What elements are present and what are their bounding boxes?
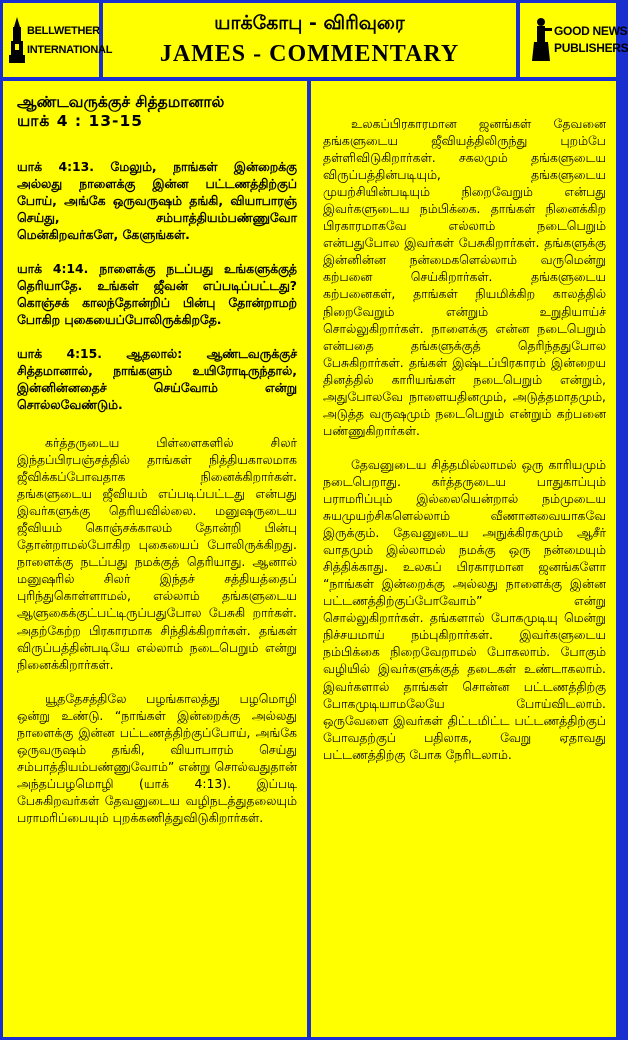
bell-tower-icon	[9, 17, 25, 63]
header	[3, 3, 628, 77]
logo-left-text	[27, 25, 112, 57]
section-reference: யாக் 4 : 13-15	[17, 112, 144, 130]
title-english: JAMES - COMMENTARY	[159, 41, 460, 67]
logo-left-line2: INTERNATIONAL	[27, 44, 113, 56]
title-box	[103, 3, 516, 77]
good-news-logo	[520, 3, 628, 77]
right-column	[311, 81, 616, 1037]
section-heading: ஆண்டவருக்குச் சித்தமானால்	[17, 93, 225, 111]
logo-left-line1: BELLWETHER	[27, 25, 100, 37]
logo-right-line2: PUBLISHERS	[554, 41, 628, 55]
trumpet-figure-icon	[530, 17, 552, 63]
page-frame	[3, 3, 628, 1037]
verse-4-14: யாக் 4:14. நாளைக்கு நடப்பது உங்களுக்குத் தெரியாதே. உங்கள் ஜீவன் எப்படிப்பட்டது? கொஞ்சக் காலந்தோன்றிப் பின்பு தோன்றாமற் போகிற புகையைப்போலிருக்கிறதே.	[17, 261, 297, 327]
logo-right-line1: GOOD NEWS	[554, 24, 628, 38]
left-column	[3, 81, 307, 1037]
verse-4-15: யாக் 4:15. ஆதலால்: ஆண்டவருக்குச் சித்தமானால், நாங்களும் உயிரோடிருந்தால், இன்னின்னதைச் செய்வோம் என்று சொல்லவேண்டும்.	[17, 346, 297, 412]
commentary-paragraph: தேவனுடைய சித்தமில்லாமல் ஒரு காரியமும் நடைபெறாது. கர்த்தருடைய பாதுகாப்பும் பராமரிப்பும் இல்லையென்றால் நம்முடைய சுயமுயற்சிகளெல்லாம் வீணானவையாகவே இருக்கும். தேவனுடைய அநுக்கிரகமும் ஆசீர் வாதமும் இல்லாமல் நமக்கு ஒரு நன்மையும் சித்திக்காது. உலகப் பிரகாரமான ஜனங்களோ “நாங்கள் இன்றைக்கு அல்லது நாளைக்கு இன்ன பட்டணத்திற்குப்போவோம்” என்று சொல்லுகிறார்கள். தங்களால் போகமுடியு மென்று நிச்சயமாய் நம்புகிறார்கள். இவர்களுடைய நம்பிக்கை நிறைவேறாமல் போகலாம். போகும் வழியில் இவர்களுக்குத் தடைகள் உண்டாகலாம். இவர்களால் தாங்கள் சொன்ன பட்டணத்திற்கு போகமுடியாமலேயே போய்விடலாம். ஒருவேளை இவர்கள் திட்டமிட்ட பட்டணத்திற்குப் போவதற்குப் பதிலாக, வேறு ஏதாவது பட்டணத்திற்கு போக நேரிடலாம்.	[323, 456, 606, 762]
title-tamil: யாக்கோபு - விரிவுரை	[214, 12, 405, 34]
commentary-paragraph: கர்த்தருடைய பிள்ளைகளில் சிலர் இந்தப்பிரபஞ்சத்தில் தாங்கள் நித்தியகாலமாக ஜீவிக்கப்போவதாக நினைக்கிறார்கள். தங்களுடைய ஜீவியம் எப்படிப்பட்டது என்பது இவர்களுக்கு தெரியவில்லை. மனுஷருடைய ஜீவியம் கொஞ்சக்காலம் தோன்றி பின்பு தோன்றாமல்போகிற புகையைப் போலிருக்கிறது. நாளைக்கு நடப்பது நமக்குத் தெரியாது. ஆனால் மனுஷரில் சிலர் இந்தச் சத்தியத்தைப் புரிந்துகொள்ளாமல், எல்லாம் தங்களுடைய ஆளுகைக்குட்பட்டிருப்பதுபோல பேசுகி றார்கள். அதற்கேற்ற பிரகாரமாக சிந்திக்கிறார்கள். தங்கள் விருப்பத்தின்படியே எல்லாம் நடைபெறும் என்று நினைக்கிறார்கள்.	[17, 435, 297, 672]
commentary-paragraph: உலகப்பிரகாரமான ஜனங்கள் தேவனை தங்களுடைய ஜீவியத்திலிருந்து புறம்பே தள்ளிவிடுகிறார்கள். சகலமும் தங்களுடைய விருப்பத்தின்படியும், தங்களுடைய முயற்சியின்படியும் நிறைவேறும் என்பது இவர்களுடைய நம்பிக்கை. தாங்கள் நினைக்கிற பிரகாரமாகவே எல்லாம் நடைபெறும் என்பதுபோல இவர்கள் பேசுகிறார்கள். தங்களுக்கு இன்னின்ன நன்மைகளெல்லாம் வருமென்று கற்பனை செய்கிறார்கள். தங்களுடைய கற்பனைகள், தாங்கள் நியமிக்கிற காலத்தில் நிறைவேறும் என்றும் உறுதியாய்ச் சொல்லுகிறார்கள். நாளைக்கு என்ன நடைபெறும் என்பதை தங்களுக்குத் தெரிந்ததுபோல பேசுகிறார்கள். தங்கள் இஷ்டப்பிரகாரம் இன்றைய தினத்தில் காரியங்கள் நடைபெறும் என்றும், அதுபோலவே நாளையதினமும், அடுத்தமாதமும், அடுத்த வருஷமும் நடைபெறும் என்றும் கற்பனை பண்ணுகிறார்கள்.	[323, 116, 606, 438]
verse-4-13: யாக் 4:13. மேலும், நாங்கள் இன்றைக்கு அல்லது நாளைக்கு இன்ன பட்டணத்திற்குப் போய், அங்கே ஒருவருஷம் தங்கி, வியாபாரஞ் செய்து, சம்பாத்தியம்பண்ணுவோ மென்கிறவர்களே, கேளுங்கள்.	[17, 159, 297, 242]
logo-right-text	[554, 25, 628, 55]
bellwether-logo	[3, 3, 113, 77]
commentary-paragraph: யூததேசத்திலே பழங்காலத்து பழமொழி ஒன்று உண்டு. “நாங்கள் இன்றைக்கு அல்லது நாளைக்கு இன்ன பட்டணத்திற்குப்போய், அங்கே ஒருவருஷம் தங்கி, வியாபாரம் செய்து சம்பாத்தியம்பண்ணுவோம்” என்று சொல்வதுதான் அந்தப்பழமொழி (யாக் 4:13). இப்படி பேசுகிறவர்கள் தேவனுடைய வழிநடத்துதலையும் பராமரிப்பையும் புறக்கணித்துவிடுகிறார்கள்.	[17, 690, 297, 825]
